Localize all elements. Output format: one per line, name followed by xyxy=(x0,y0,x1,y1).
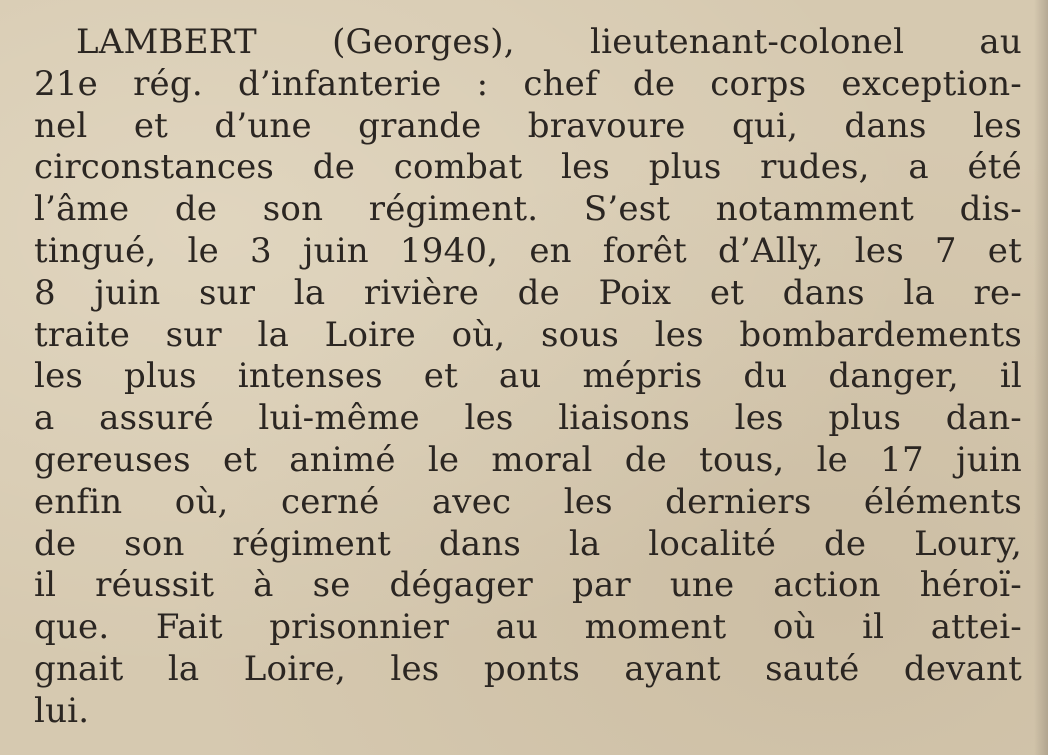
text-line: lui. xyxy=(34,690,90,731)
text-line: a assuré lui-même les liaisons les plus dan- xyxy=(34,398,1022,439)
text-line: il réussit à se dégager par une action héroï- xyxy=(34,565,1022,606)
citation-text xyxy=(34,22,1022,733)
text-line: enfin où, cerné avec les derniers éléments xyxy=(34,481,1022,522)
text-line: l’âme de son régiment. S’est notamment dis- xyxy=(34,189,1022,230)
text-line: tingué, le 3 juin 1940, en forêt d’Ally, les 7 et xyxy=(34,230,1022,271)
text-line: circonstances de combat les plus rudes, a été xyxy=(34,147,1022,188)
paper-edge-shadow xyxy=(1034,0,1048,755)
text-line: les plus intenses et au mépris du danger, il xyxy=(34,356,1022,397)
text-line: LAMBERT (Georges), lieutenant-colonel au xyxy=(76,22,1022,62)
text-line: que. Fait prisonnier au moment où il attei- xyxy=(34,607,1022,648)
text-line: 8 juin sur la rivière de Poix et dans la re- xyxy=(34,272,1022,313)
text-line: gereuses et animé le moral de tous, le 17 juin xyxy=(34,439,1022,480)
text-line: de son régiment dans la localité de Loury, xyxy=(34,523,1022,564)
text-line: gnait la Loire, les ponts ayant sauté devant xyxy=(34,648,1022,689)
text-line: traite sur la Loire où, sous les bombardements xyxy=(34,314,1022,355)
text-line: 21e rég. d’infanterie : chef de corps exception- xyxy=(34,63,1022,104)
text-line: nel et d’une grande bravoure qui, dans les xyxy=(34,105,1022,146)
